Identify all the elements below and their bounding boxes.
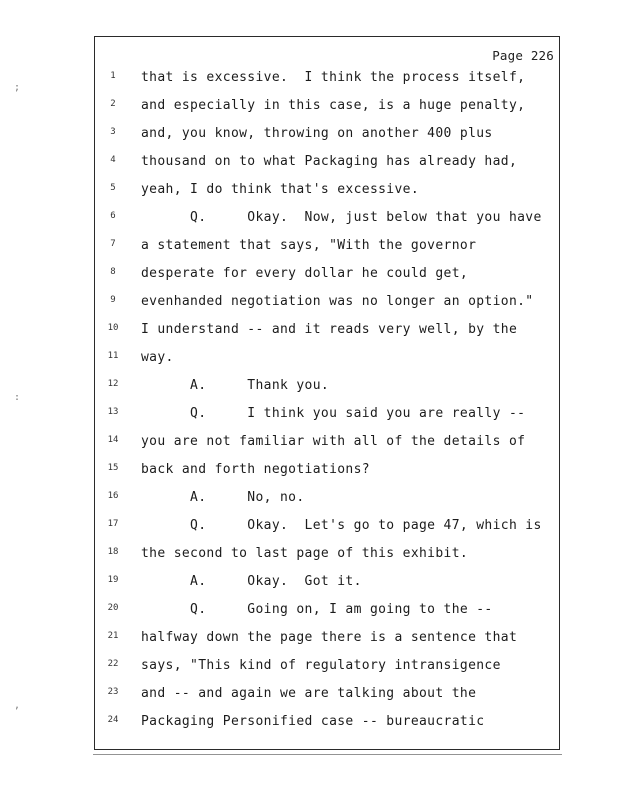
transcript-line: desperate for every dollar he could get,: [141, 266, 469, 281]
transcript-line: Q. Going on, I am going to the --: [141, 602, 493, 617]
margin-mark: :: [14, 392, 21, 403]
transcript-line: A. Okay. Got it.: [141, 574, 362, 589]
transcript-line: Q. Okay. Let's go to page 47, which is: [141, 518, 542, 533]
line-number: 17: [107, 519, 119, 529]
transcript-line: says, "This kind of regulatory intransigence: [141, 658, 501, 673]
line-number: 4: [110, 155, 116, 165]
transcript-line: A. Thank you.: [141, 378, 330, 393]
line-number: 12: [107, 379, 119, 389]
line-number: 10: [107, 323, 119, 333]
margin-mark: ,: [14, 700, 21, 711]
line-number: 7: [110, 239, 116, 249]
transcript-line: the second to last page of this exhibit.: [141, 546, 469, 561]
margin-mark: ;: [14, 82, 21, 93]
line-number: 6: [110, 211, 116, 221]
transcript-line: thousand on to what Packaging has already had,: [141, 154, 518, 169]
line-number: 3: [110, 127, 116, 137]
transcript-line: halfway down the page there is a sentence that: [141, 630, 518, 645]
line-number: 13: [107, 407, 119, 417]
line-number: 16: [107, 491, 119, 501]
line-number: 14: [107, 435, 119, 445]
transcript-line: you are not familiar with all of the details of: [141, 434, 526, 449]
line-number: 23: [107, 687, 119, 697]
transcript-line: and, you know, throwing on another 400 plus: [141, 126, 493, 141]
transcript-line: a statement that says, "With the governor: [141, 238, 477, 253]
line-number: 8: [110, 267, 116, 277]
transcript-line: Packaging Personified case -- bureaucratic: [141, 714, 485, 729]
transcript-line: and -- and again we are talking about the: [141, 686, 477, 701]
line-number: 21: [107, 631, 119, 641]
line-number: 18: [107, 547, 119, 557]
transcript-line: Q. I think you said you are really --: [141, 406, 526, 421]
page-number: Page 226: [492, 48, 554, 63]
line-number: 19: [107, 575, 119, 585]
line-number: 9: [110, 295, 116, 305]
transcript-line: Q. Okay. Now, just below that you have: [141, 210, 542, 225]
transcript-line: way.: [141, 350, 174, 365]
line-number: 11: [107, 351, 119, 361]
line-number: 2: [110, 99, 116, 109]
line-number: 22: [107, 659, 119, 669]
line-number: 5: [110, 183, 116, 193]
line-number: 24: [107, 715, 119, 725]
transcript-line: yeah, I do think that's excessive.: [141, 182, 420, 197]
transcript-line: evenhanded negotiation was no longer an option.": [141, 294, 534, 309]
transcript-line: and especially in this case, is a huge penalty,: [141, 98, 526, 113]
line-number: 15: [107, 463, 119, 473]
transcript-line: A. No, no.: [141, 490, 305, 505]
transcript-line: back and forth negotiations?: [141, 462, 370, 477]
transcript-line: that is excessive. I think the process itself,: [141, 70, 526, 85]
line-number: 1: [110, 71, 116, 81]
line-number: 20: [107, 603, 119, 613]
transcript-line: I understand -- and it reads very well, by the: [141, 322, 518, 337]
